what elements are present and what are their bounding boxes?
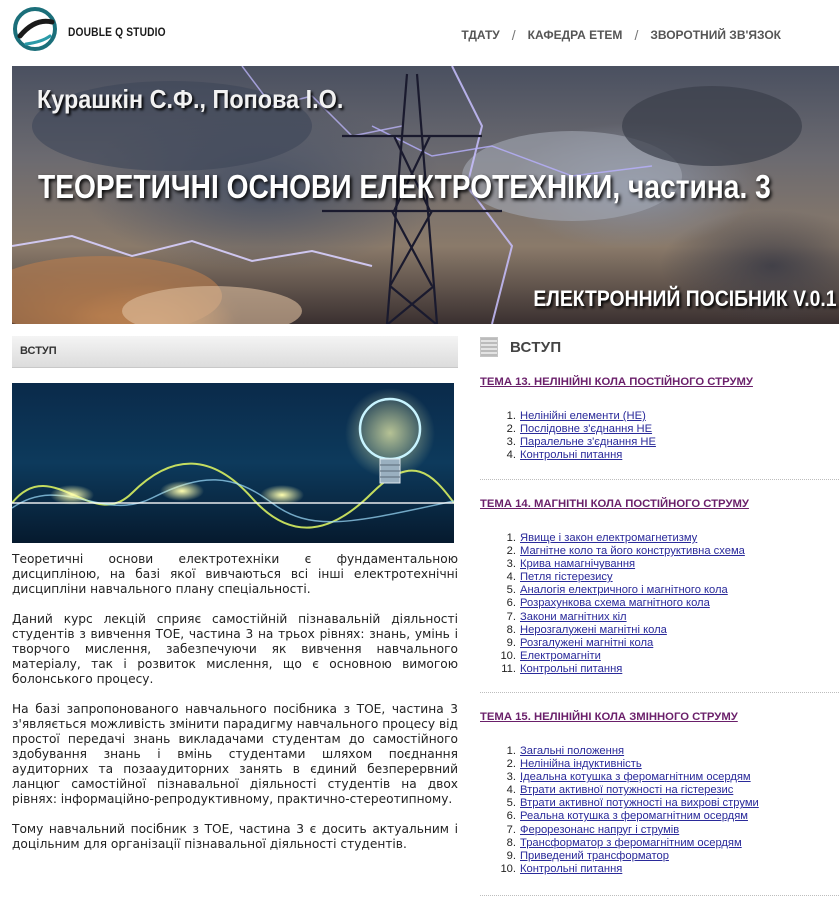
- topic-link[interactable]: Загальні положення: [520, 745, 625, 757]
- topic-14-list: [500, 532, 810, 676]
- list-item: 4. Петля гістерезису: [506, 571, 613, 584]
- hero-banner: [12, 66, 839, 324]
- top-navigation: [461, 27, 781, 43]
- list-item: 11. Контрольні питання: [501, 662, 623, 675]
- list-item: 1. Загальні положення: [506, 745, 625, 757]
- intro-section-label: ВСТУП: [20, 345, 57, 357]
- topic-link[interactable]: Нерозгалужені магнітні кола: [520, 623, 667, 636]
- topic-link[interactable]: Електромагніти: [520, 649, 601, 662]
- list-item: 2. Нелінійна індуктивність: [506, 758, 642, 771]
- topic-link[interactable]: Нелінійна індуктивність: [520, 758, 642, 771]
- list-item: 6. Реальна котушка з феромагнітним осердям: [506, 810, 748, 823]
- topic-13-list: [500, 410, 810, 462]
- topic-link[interactable]: Явище і закон електромагнетизму: [520, 532, 698, 544]
- topic-link[interactable]: Закони магнітних кіл: [520, 610, 627, 623]
- double-q-logo-icon[interactable]: [12, 6, 58, 52]
- topic-link[interactable]: Втрати активної потужності на вихрові струми: [520, 797, 759, 810]
- topic-title-link[interactable]: ТЕМА 13. НЕЛІНІЙНІ КОЛА ПОСТІЙНОГО СТРУМУ: [480, 376, 753, 388]
- topic-link[interactable]: Розрахункова схема магнітного кола: [520, 597, 710, 610]
- nav-link-department[interactable]: КАФЕДРА ЕТЕМ: [527, 28, 623, 42]
- list-item: 3. Паралельне з'єднання НЕ: [506, 436, 656, 449]
- list-item: 5. Втрати активної потужності на вихрові струми: [506, 797, 759, 810]
- topic-link[interactable]: Контрольні питання: [520, 862, 623, 875]
- topic-15: [480, 711, 810, 876]
- list-item: 3. Ідеальна котушка з феромагнітним осердям: [506, 771, 751, 784]
- intro-section-bar: [12, 336, 458, 368]
- divider: [480, 692, 839, 693]
- nav-link-feedback[interactable]: ЗВОРОТНИЙ ЗВ'ЯЗОК: [650, 28, 781, 42]
- nav-separator: /: [511, 27, 516, 43]
- topic-link[interactable]: Приведений трансформатор: [520, 849, 669, 862]
- list-item: 10. Електромагніти: [500, 649, 601, 662]
- list-item: 9. Розгалужені магнітні кола: [506, 636, 654, 649]
- list-item: 7. Ферорезонанс напруг і струмів: [506, 823, 680, 836]
- topic-link[interactable]: Контрольні питання: [520, 449, 623, 462]
- banner-title: ТЕОРЕТИЧНІ ОСНОВИ ЕЛЕКТРОТЕХНІКИ, частина. 3: [38, 168, 771, 205]
- list-item: 8. Нерозгалужені магнітні кола: [506, 623, 667, 636]
- topic-link[interactable]: Послідовне з'єднання НЕ: [520, 423, 653, 436]
- topic-link[interactable]: Втрати активної потужності на гістерезис: [520, 784, 734, 797]
- site-header: [0, 0, 839, 66]
- topic-title-link[interactable]: ТЕМА 14. МАГНІТНІ КОЛА ПОСТІЙНОГО СТРУМУ: [480, 498, 749, 510]
- list-item: 3. Крива намагнічування: [506, 558, 636, 571]
- topic-link[interactable]: Петля гістерезису: [520, 571, 613, 584]
- list-item: 6. Розрахункова схема магнітного кола: [506, 597, 710, 610]
- list-item: 1. Явище і закон електромагнетизму: [506, 532, 698, 544]
- divider: [480, 479, 839, 480]
- topic-link[interactable]: Нелінійні елементи (НЕ): [520, 410, 646, 422]
- topic-14: [480, 498, 810, 676]
- topic-link[interactable]: Розгалужені магнітні кола: [520, 636, 654, 649]
- list-item: 7. Закони магнітних кіл: [506, 610, 627, 623]
- list-item: 2. Послідовне з'єднання НЕ: [506, 423, 653, 436]
- topic-link[interactable]: Аналогія електричного і магнітного кола: [520, 584, 728, 597]
- lightbulb-illustration: [12, 383, 454, 543]
- topic-link[interactable]: Трансформатор з феромагнітним осердям: [520, 836, 742, 849]
- list-item: 8. Трансформатор з феромагнітним осердям: [506, 836, 742, 849]
- topic-link[interactable]: Магнітне коло та його конструктивна схема: [520, 545, 745, 558]
- list-item: 9. Приведений трансформатор: [506, 849, 669, 862]
- list-icon: [480, 337, 498, 357]
- topic-15-list: [500, 745, 810, 876]
- topic-link[interactable]: Паралельне з'єднання НЕ: [520, 436, 656, 449]
- topic-link[interactable]: Контрольні питання: [520, 662, 623, 675]
- nav-separator: /: [634, 27, 639, 43]
- list-item: 4. Контрольні питання: [506, 449, 623, 462]
- intro-paragraph: Тому навчальний посібник з ТОЕ, частина 3 є досить актуальним і доцільним для організації пізнавальної діяльності студентів.: [12, 822, 458, 851]
- banner-authors: Курашкін С.Ф., Попова І.О.: [37, 84, 344, 114]
- list-item: 5. Аналогія електричного і магнітного кола: [506, 584, 728, 597]
- intro-text: [12, 552, 458, 867]
- sidebar-heading[interactable]: [480, 337, 562, 357]
- intro-paragraph: На базі запропонованого навчального посібника з ТОЕ, частина 3 з'являється можливість змінити парадигму навчального процесу від простої передачі знань викладачами студентам до самостійного здобування знань і вмінь студентами шляхом поєднання аудиторних та позааудиторних занять в єдиний безперервний ланцюг самостійної пізнавальної діяльності студентів на двох рівнях: інформаційно-репродуктивному, практично-стереотипному.: [12, 702, 458, 806]
- list-item: 4. Втрати активної потужності на гістерезис: [506, 784, 734, 797]
- list-item: 10. Контрольні питання: [500, 862, 623, 875]
- banner-subtitle: ЕЛЕКТРОННИЙ ПОСІБНИК V.0.1: [533, 286, 837, 311]
- intro-paragraph: Теоретичні основи електротехніки є фундаментальною дисципліною, на базі якої вивчаються всі інші електротехнічні дисципліни навчального плану спеціальності.: [12, 552, 458, 596]
- list-item: 1. Нелінійні елементи (НЕ): [506, 410, 646, 422]
- topic-link[interactable]: Ідеальна котушка з феромагнітним осердям: [520, 771, 751, 784]
- intro-paragraph: Даний курс лекцій сприяє самостійній пізнавальній діяльності студентів з вивчення ТОЕ, частина 3 на трьох рівнях: знань, умінь і творчого мислення, забезпечуючи як вивчення навчального матеріалу, так і розвиток мислення, що є основною вимогою болонського процесу.: [12, 612, 458, 686]
- topic-link[interactable]: Реальна котушка з феромагнітним осердям: [520, 810, 748, 823]
- topic-13: [480, 376, 810, 462]
- list-item: 2. Магнітне коло та його конструктивна схема: [506, 545, 745, 558]
- topic-link[interactable]: Крива намагнічування: [520, 558, 636, 571]
- lightbulb-icon: [12, 383, 454, 543]
- sidebar-heading-label: ВСТУП: [510, 338, 562, 356]
- nav-link-tdatu[interactable]: ТДАТУ: [461, 28, 500, 42]
- topic-link[interactable]: Ферорезонанс напруг і струмів: [520, 823, 680, 836]
- logo-text[interactable]: DOUBLE Q STUDIO: [68, 25, 166, 39]
- topic-title-link[interactable]: ТЕМА 15. НЕЛІНІЙНІ КОЛА ЗМІННОГО СТРУМУ: [480, 711, 738, 723]
- divider: [480, 895, 839, 896]
